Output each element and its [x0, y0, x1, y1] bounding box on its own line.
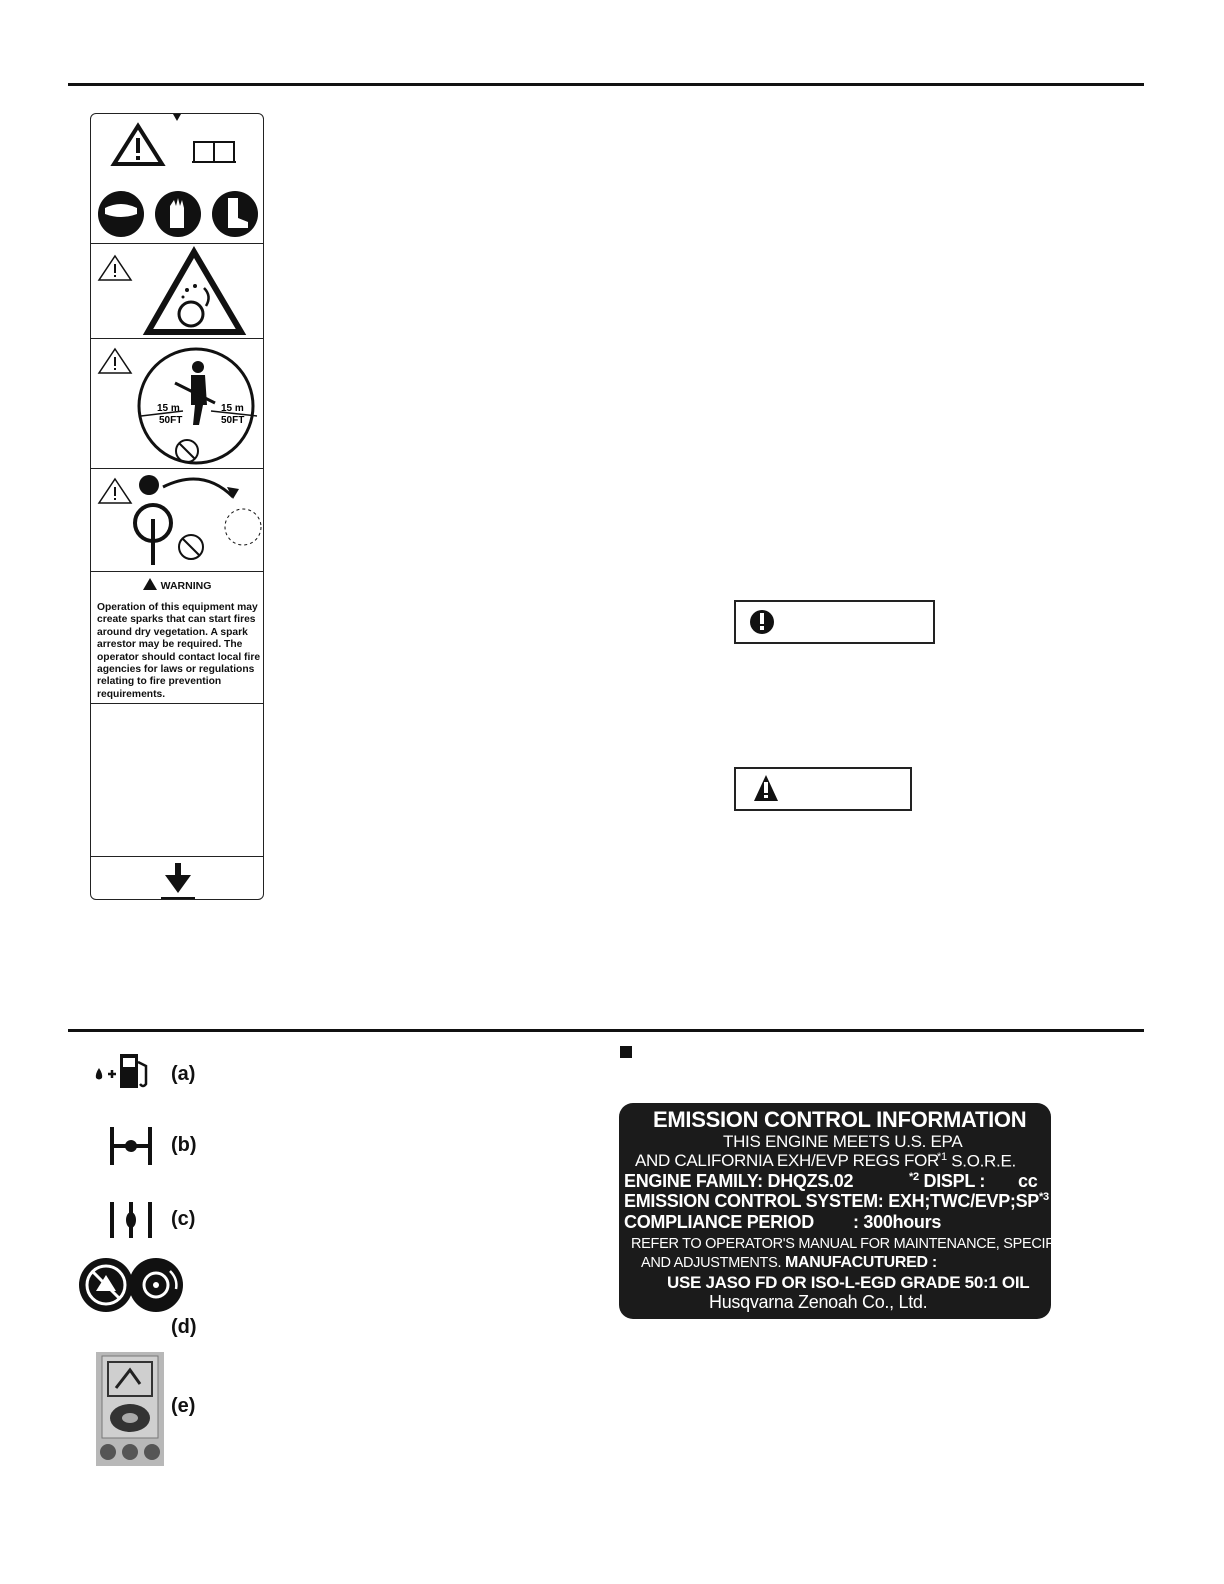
distance-right-ft: 50FT — [221, 415, 245, 426]
symbol-c-label: (c) — [171, 1208, 196, 1230]
label-blank-segment — [91, 704, 263, 857]
warning-triangle-icon — [752, 769, 792, 809]
symbol-e-label: (e) — [171, 1395, 196, 1417]
displacement-label: DISPL : — [923, 1171, 986, 1191]
thrown-objects-icon — [148, 252, 241, 332]
displacement-unit: cc — [1018, 1171, 1038, 1191]
emission-manufactured: MANUFACUTURED : — [784, 1254, 937, 1271]
distance-left-m: 15 m — [157, 403, 180, 414]
compliance-period-value: : 300hours — [853, 1212, 942, 1232]
caution-box — [734, 767, 912, 811]
emission-line1: THIS ENGINE MEETS U.S. EPA — [723, 1132, 963, 1151]
warning-title-icon — [143, 578, 157, 590]
blade-prohibited-icon — [78, 1255, 188, 1321]
emission-title: EMISSION CONTROL INFORMATION — [653, 1107, 1027, 1132]
emission-adjust: AND ADJUSTMENTS. — [641, 1255, 782, 1271]
section-bullet — [620, 1046, 632, 1058]
manual-book-icon — [192, 142, 236, 162]
compliance-period-label: COMPLIANCE PERIOD — [624, 1212, 814, 1232]
warning-small-icon — [99, 349, 131, 373]
label-distance-segment — [91, 339, 263, 469]
choke-closed-icon — [80, 1200, 160, 1242]
engine-family-value: DHQZS.02 — [767, 1171, 854, 1191]
control-system-label: EMISSION CONTROL SYSTEM: — [624, 1191, 884, 1211]
warning-text: Operation of this equipment may create sparks that can start fires around dry vegetation. A spark arrestor may be required. The operator should contact local fire agencies for laws or regulations relating to fire prevention requirements. — [97, 602, 261, 700]
label-ppe-segment — [91, 114, 263, 244]
control-system-value: EXH;TWC/EVP;SP — [888, 1191, 1040, 1211]
stone-icon — [139, 475, 159, 495]
choke-open-icon — [80, 1125, 160, 1167]
distance-left-ft: 50FT — [159, 415, 183, 426]
cutting-head-label-icon — [96, 1352, 166, 1466]
distance-right-m: 15 m — [221, 403, 244, 414]
ppe-icons — [91, 114, 265, 244]
symbol-b-label: (b) — [171, 1134, 197, 1156]
label-thrown-objects-segment — [91, 244, 263, 339]
emission-line2: AND CALIFORNIA EXH/EVP REGS FOR — [635, 1151, 940, 1170]
fuel-mix-icon — [80, 1050, 160, 1092]
section-rule — [68, 1029, 1144, 1032]
label-warning-text-segment — [91, 572, 263, 704]
notice-box — [734, 600, 935, 644]
warning-small-icon — [99, 479, 131, 503]
footnote-3: *3 — [1039, 1191, 1049, 1203]
warning-small-icon — [99, 256, 131, 280]
emission-company: Husqvarna Zenoah Co., Ltd. — [709, 1292, 928, 1312]
emission-sore: S.O.R.E. — [951, 1151, 1016, 1171]
symbol-a-label: (a) — [171, 1063, 196, 1085]
label-kickback-segment — [91, 469, 263, 572]
label-arrow-segment — [91, 857, 263, 899]
footnote-1: *1 — [937, 1151, 947, 1163]
footnote-2: *2 — [909, 1171, 919, 1183]
emission-refer: REFER TO OPERATOR'S MANUAL FOR MAINTENANCE, SPECIFICATIONS — [631, 1236, 1119, 1252]
emission-oil: USE JASO FD OR ISO-L-EGD GRADE 50:1 OIL — [667, 1273, 1030, 1292]
warning-title: WARNING — [160, 580, 212, 592]
emission-control-label — [619, 1103, 1119, 1319]
warning-triangle-icon — [114, 126, 162, 164]
exclamation-circle-icon — [748, 602, 788, 642]
symbol-d-label: (d) — [171, 1316, 197, 1338]
engine-family-label: ENGINE FAMILY: — [624, 1171, 763, 1191]
arrow-down-icon — [91, 857, 265, 899]
top-rule — [68, 83, 1144, 86]
safety-label-strip — [90, 113, 264, 900]
